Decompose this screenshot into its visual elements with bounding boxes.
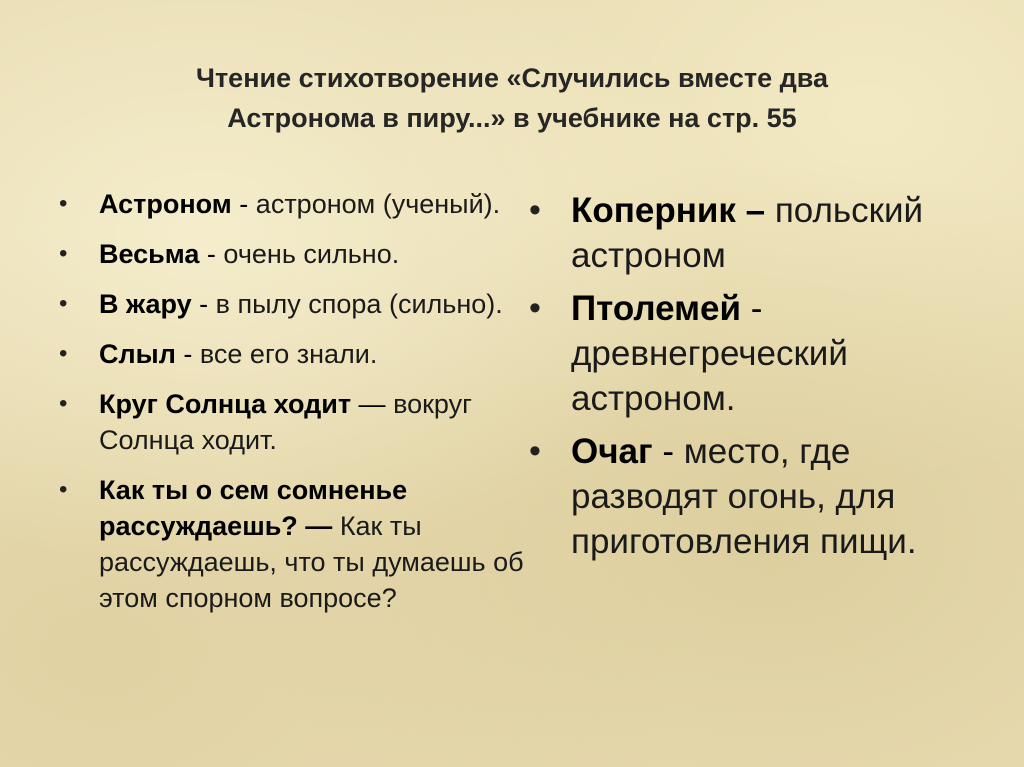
list-item: [59, 472, 539, 616]
slide-title: [60, 58, 964, 138]
definition: вокруг Солнца ходит.: [99, 389, 472, 455]
separator: —: [351, 389, 394, 419]
list-item: [529, 286, 991, 421]
list-item: [59, 286, 539, 322]
title-line-2: Астронома в пиру...» в учебнике на стр. 55: [227, 103, 797, 133]
term: Круг Солнца ходит: [99, 389, 352, 419]
list-item: [59, 236, 539, 272]
list-item: [529, 188, 991, 278]
definition: очень сильно.: [223, 239, 400, 269]
right-glossary-list: [529, 188, 991, 572]
separator: -: [175, 339, 200, 369]
bullet-icon: •: [59, 240, 68, 267]
list-item: [59, 186, 539, 222]
separator: -: [199, 239, 224, 269]
separator: -: [741, 289, 763, 328]
list-item: [59, 386, 539, 458]
bullet-icon: •: [529, 432, 541, 470]
term: В жару: [99, 289, 192, 319]
list-item: [529, 429, 991, 564]
term: Коперник –: [571, 191, 766, 230]
separator: -: [191, 289, 216, 319]
bullet-icon: •: [59, 340, 68, 367]
term: Птолемей: [571, 289, 741, 328]
definition: Как ты рассуждаешь, что ты думаешь об этом спорном вопросе?: [99, 511, 524, 613]
separator: -: [652, 432, 684, 471]
bullet-icon: •: [59, 390, 68, 417]
bullet-icon: •: [59, 190, 68, 217]
definition: астроном (ученый).: [255, 189, 501, 219]
term: Очаг: [571, 432, 653, 471]
term: Весьма: [99, 239, 200, 269]
term: Как ты о сем сомненье рассуждаешь? —: [99, 475, 408, 541]
definition: все его знали.: [199, 339, 378, 369]
definition: в пылу спора (сильно).: [215, 289, 503, 319]
bullet-icon: •: [59, 476, 68, 503]
list-item: [59, 336, 539, 372]
separator: -: [231, 189, 256, 219]
bullet-icon: •: [529, 289, 541, 327]
separator: [332, 511, 340, 541]
bullet-icon: •: [529, 191, 541, 229]
title-line-1: Чтение стихотворение «Случились вместе два: [195, 63, 829, 93]
bullet-icon: •: [59, 290, 68, 317]
term: Слыл: [99, 339, 176, 369]
left-glossary-list: [59, 186, 539, 630]
definition: древнегреческий астроном.: [571, 334, 848, 418]
term: Астроном: [99, 189, 232, 219]
definition: место, где разводят огонь, для приготовления пищи.: [571, 432, 917, 561]
separator: [765, 191, 775, 230]
definition: польский астроном: [571, 191, 924, 275]
